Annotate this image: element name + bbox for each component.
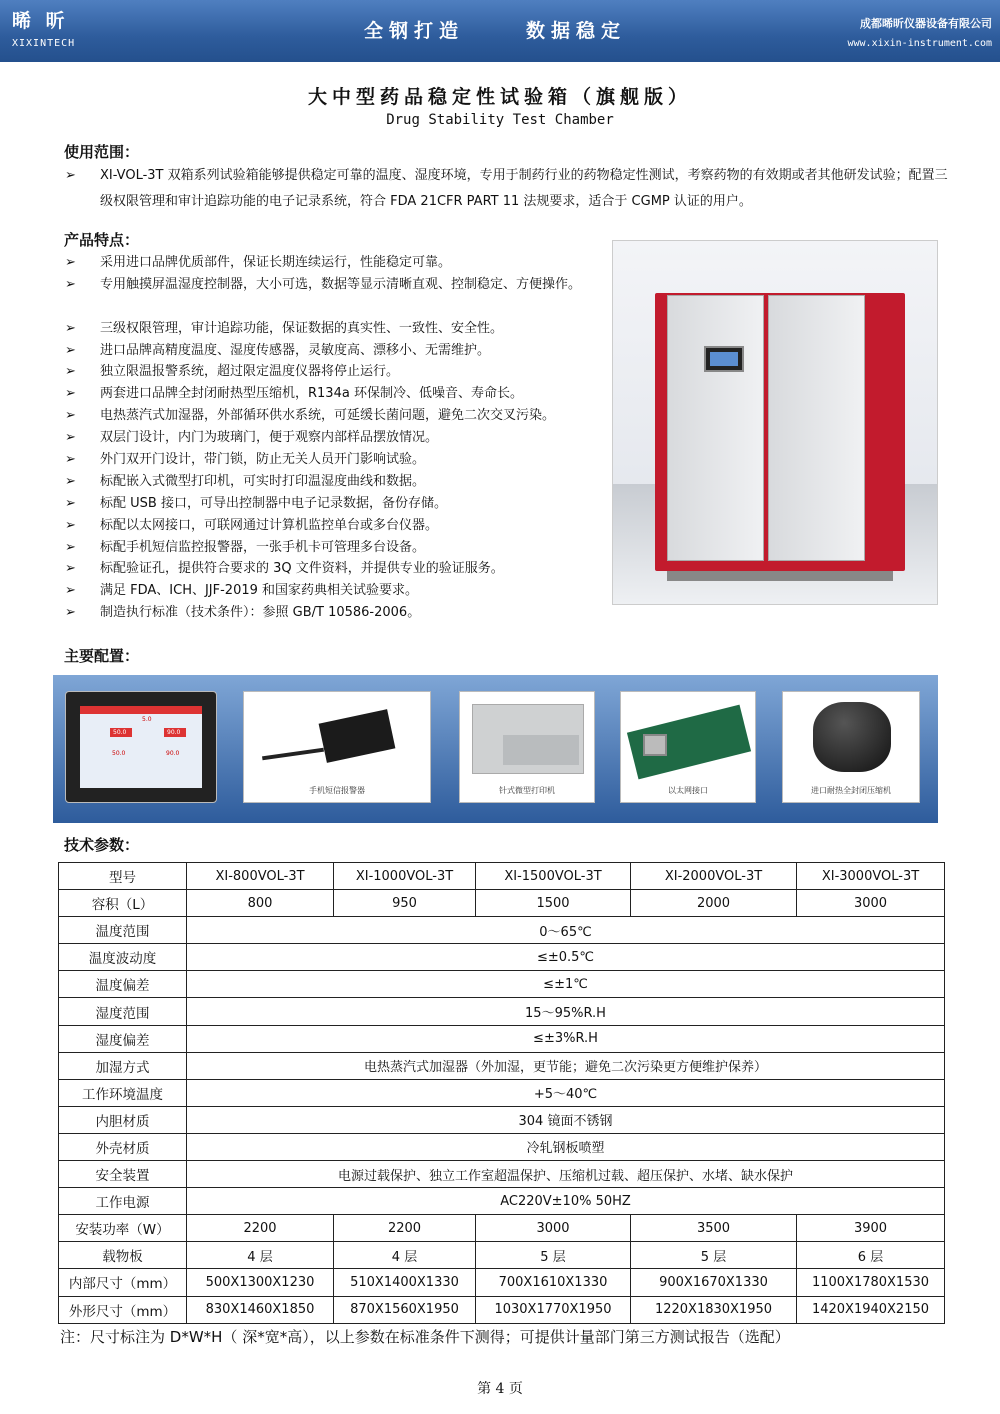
spec-label: 容积（L） <box>59 890 187 917</box>
printer-slot <box>503 735 579 765</box>
logo-chinese: 晞 昕 <box>12 10 69 32</box>
spec-value: 500X1300X1230 <box>187 1269 334 1296</box>
spec-value: +5～40℃ <box>187 1079 945 1106</box>
spec-row <box>59 1025 945 1052</box>
arrow-bullet-icon: ➢ <box>65 517 76 533</box>
specs-heading: 技术参数： <box>64 836 140 854</box>
feature-text: 标配手机短信监控报警器，一张手机卡可管理多台设备。 <box>100 539 426 555</box>
features-heading: 产品特点： <box>64 231 140 249</box>
ethernet-port-icon <box>643 734 667 756</box>
controller-value: 90.0 <box>167 729 181 736</box>
feature-item <box>65 318 625 340</box>
page-subtitle: Drug Stability Test Chamber <box>386 112 614 128</box>
spec-row <box>59 1106 945 1133</box>
spec-value: 4 层 <box>187 1242 334 1269</box>
feature-item <box>65 405 625 427</box>
feature-text: 标配 USB 接口，可导出控制器中电子记录数据，备份存储。 <box>100 495 447 511</box>
spec-row-shelf <box>59 1242 945 1269</box>
spec-value: 冷轧钢板喷塑 <box>187 1133 945 1160</box>
scope-text: XI-VOL-3T 双箱系列试验箱能够提供稳定可靠的温度、湿度环境，专用于制药行业的药物稳定性测试，考察药物的有效期或者其他研发试验；配置三级权限管理和审计追踪功能的电子记录系统，符合 FDA 21CFR PART 11 法规要求，适合于 CGMP 认证的用户。 <box>100 168 948 209</box>
features-list <box>65 252 625 624</box>
gsm-module-icon <box>319 709 396 763</box>
spec-row <box>59 1052 945 1079</box>
feature-text: 采用进口品牌优质部件，保证长期连续运行，性能稳定可靠。 <box>100 255 452 270</box>
logo-english: XIXINTECH <box>12 38 76 49</box>
spec-row-volume <box>59 890 945 917</box>
feature-item <box>65 361 625 383</box>
spec-value: 510X1400X1330 <box>334 1269 476 1296</box>
arrow-bullet-icon: ➢ <box>65 386 76 402</box>
feature-text: 制造执行标准（技术条件）：参照 GB/T 10586-2006。 <box>100 605 421 621</box>
feature-text: 标配以太网接口，可联网通过计算机监控单台或多台仪器。 <box>100 517 439 533</box>
spec-row <box>59 944 945 971</box>
spec-value: XI-3000VOL-3T <box>797 863 945 890</box>
spec-label: 湿度范围 <box>59 998 187 1025</box>
spec-label: 外壳材质 <box>59 1133 187 1160</box>
antenna-icon <box>262 748 324 761</box>
compressor-icon <box>813 702 891 772</box>
feature-item <box>65 340 625 362</box>
spec-value: ≤±0.5℃ <box>187 944 945 971</box>
controller-value: 5.0 <box>142 716 152 723</box>
feature-text: 进口品牌高精度温度、湿度传感器，灵敏度高、漂移小、无需维护。 <box>100 342 491 358</box>
controller-screen <box>80 706 202 788</box>
spec-label: 温度偏差 <box>59 971 187 998</box>
spec-label: 安全装置 <box>59 1161 187 1188</box>
sms-alarm-image <box>243 691 431 803</box>
arrow-bullet-icon: ➢ <box>65 473 76 489</box>
control-panel-icon <box>704 346 744 372</box>
chamber-photo <box>612 240 938 605</box>
feature-text: 标配嵌入式微型打印机，可实时打印温湿度曲线和数据。 <box>100 473 426 489</box>
spec-value: 1420X1940X2150 <box>797 1296 945 1323</box>
spec-row <box>59 998 945 1025</box>
spec-value: 1220X1830X1950 <box>631 1296 797 1323</box>
spec-value: 700X1610X1330 <box>476 1269 631 1296</box>
arrow-bullet-icon: ➢ <box>65 342 76 358</box>
arrow-bullet-icon: ➢ <box>65 408 76 424</box>
compressor-image <box>782 691 920 803</box>
spec-value: ≤±3%R.H <box>187 1025 945 1052</box>
arrow-bullet-icon: ➢ <box>65 561 76 577</box>
company-name: 成都晞昕仪器设备有限公司 <box>860 17 992 30</box>
controller-value: 90.0 <box>166 750 180 757</box>
spec-row <box>59 971 945 998</box>
config-caption: 以太网接口 <box>668 786 708 795</box>
config-caption: 手机短信报警器 <box>309 786 365 795</box>
spec-row-outer <box>59 1296 945 1323</box>
spec-row <box>59 917 945 944</box>
feature-text: 标配验证孔，提供符合要求的 3Q 文件资料，并提供专业的验证服务。 <box>100 561 504 577</box>
spec-label: 安装功率（W） <box>59 1215 187 1242</box>
spec-row <box>59 1133 945 1160</box>
feature-item <box>65 383 625 405</box>
arrow-bullet-icon: ➢ <box>65 320 76 336</box>
spec-value: 0～65℃ <box>187 917 945 944</box>
chamber-right-door <box>768 295 865 561</box>
spec-value: 304 镜面不锈钢 <box>187 1106 945 1133</box>
feature-item <box>65 515 625 537</box>
feature-text: 两套进口品牌全封闭耐热型压缩机，R134a 环保制冷、低噪音、寿命长。 <box>100 386 523 402</box>
spec-label: 工作环境温度 <box>59 1079 187 1106</box>
feature-item <box>65 274 610 318</box>
spec-value: 950 <box>334 890 476 917</box>
page-number: 第 4 页 <box>477 1381 523 1397</box>
spec-value: 1030X1770X1950 <box>476 1296 631 1323</box>
spec-label: 内部尺寸（mm） <box>59 1269 187 1296</box>
spec-value: 4 层 <box>334 1242 476 1269</box>
footnote: 注：尺寸标注为 D*W*H（ 深*宽*高），以上参数在标准条件下测得；可提供计量部门第三方测试报告（选配） <box>60 1328 790 1346</box>
feature-item <box>65 471 625 493</box>
ethernet-image <box>620 691 756 803</box>
feature-item <box>65 537 625 559</box>
spec-value: 6 层 <box>797 1242 945 1269</box>
spec-label: 湿度偏差 <box>59 1025 187 1052</box>
spec-value: 3900 <box>797 1215 945 1242</box>
spec-value: XI-1000VOL-3T <box>334 863 476 890</box>
company-website[interactable]: www.xixin-instrument.com <box>847 38 992 49</box>
spec-label: 温度波动度 <box>59 944 187 971</box>
feature-text: 三级权限管理，审计追踪功能，保证数据的真实性、一致性、安全性。 <box>100 320 504 336</box>
spec-value: 2200 <box>187 1215 334 1242</box>
spec-row-model <box>59 863 945 890</box>
spec-row <box>59 1161 945 1188</box>
spec-value: XI-1500VOL-3T <box>476 863 631 890</box>
feature-text: 独立限温报警系统，超过限定温度仪器将停止运行。 <box>100 364 400 380</box>
spec-label: 外形尺寸（mm） <box>59 1296 187 1323</box>
feature-item <box>65 602 625 624</box>
printer-icon <box>472 704 584 774</box>
spec-value: 830X1460X1850 <box>187 1296 334 1323</box>
feature-item <box>65 580 625 602</box>
arrow-bullet-icon: ➢ <box>65 430 76 446</box>
spec-row-inner <box>59 1269 945 1296</box>
spec-value: 1100X1780X1530 <box>797 1269 945 1296</box>
config-strip <box>53 675 938 823</box>
spec-label: 内胆材质 <box>59 1106 187 1133</box>
controller-value: 50.0 <box>113 729 127 736</box>
chamber-base <box>667 571 893 581</box>
spec-row <box>59 1079 945 1106</box>
arrow-bullet-icon: ➢ <box>65 168 76 183</box>
printer-image <box>459 691 595 803</box>
spec-label: 温度范围 <box>59 917 187 944</box>
feature-text: 双层门设计，内门为玻璃门，便于观察内部样品摆放情况。 <box>100 430 439 446</box>
arrow-bullet-icon: ➢ <box>65 539 76 555</box>
feature-item <box>65 252 625 274</box>
spec-row-power <box>59 1215 945 1242</box>
spec-value: 5 层 <box>476 1242 631 1269</box>
spec-value: 2000 <box>631 890 797 917</box>
chamber-left-door <box>667 295 764 561</box>
spec-value: 2200 <box>334 1215 476 1242</box>
spec-value: 800 <box>187 890 334 917</box>
spec-label: 载物板 <box>59 1242 187 1269</box>
spec-value: 870X1560X1950 <box>334 1296 476 1323</box>
spec-label: 工作电源 <box>59 1188 187 1215</box>
arrow-bullet-icon: ➢ <box>65 364 76 380</box>
feature-item <box>65 427 625 449</box>
spec-value: ≤±1℃ <box>187 971 945 998</box>
config-heading: 主要配置： <box>64 647 140 665</box>
header-bar <box>0 0 1000 62</box>
arrow-bullet-icon: ➢ <box>65 495 76 511</box>
touchscreen-controller-image <box>65 691 217 803</box>
scope-heading: 使用范围： <box>64 143 140 161</box>
arrow-bullet-icon: ➢ <box>65 452 76 468</box>
specs-table <box>58 862 945 1324</box>
spec-value: 3000 <box>797 890 945 917</box>
feature-text: 专用触摸屏温湿度控制器，大小可选，数据等显示清晰直观、控制稳定、方便操作。 <box>100 276 582 292</box>
config-caption: 针式微型打印机 <box>499 786 555 795</box>
spec-value: 3000 <box>476 1215 631 1242</box>
feature-text: 电热蒸汽式加湿器，外部循环供水系统，可延缓长菌问题，避免二次交叉污染。 <box>100 408 556 424</box>
spec-value: XI-2000VOL-3T <box>631 863 797 890</box>
config-caption: 进口耐热全封闭压缩机 <box>811 786 891 795</box>
spec-value: 15～95%R.H <box>187 998 945 1025</box>
spec-value: 电源过载保护、独立工作室超温保护、压缩机过载、超压保护、水堵、缺水保护 <box>187 1161 945 1188</box>
spec-label: 型号 <box>59 863 187 890</box>
arrow-bullet-icon: ➢ <box>65 255 76 270</box>
spec-value: XI-800VOL-3T <box>187 863 334 890</box>
feature-item <box>65 449 625 471</box>
spec-value: 3500 <box>631 1215 797 1242</box>
arrow-bullet-icon: ➢ <box>65 583 76 599</box>
chamber-cabinet <box>655 293 905 571</box>
spec-value: 1500 <box>476 890 631 917</box>
slogan-all-steel: 全钢打造 <box>364 20 465 42</box>
spec-row <box>59 1188 945 1215</box>
controller-value: 50.0 <box>112 750 126 757</box>
spec-value: 900X1670X1330 <box>631 1269 797 1296</box>
page-title: 大中型药品稳定性试验箱（旗舰版） <box>307 86 692 108</box>
slogan-stable-data: 数据稳定 <box>526 20 627 42</box>
feature-item <box>65 558 625 580</box>
spec-value: AC220V±10% 50HZ <box>187 1188 945 1215</box>
spec-label: 加湿方式 <box>59 1052 187 1079</box>
spec-value: 5 层 <box>631 1242 797 1269</box>
feature-item <box>65 493 625 515</box>
feature-text: 外门双开门设计，带门锁，防止无关人员开门影响试验。 <box>100 452 426 468</box>
feature-text: 满足 FDA、ICH、JJF-2019 和国家药典相关试验要求。 <box>100 583 419 599</box>
spec-value: 电热蒸汽式加湿器（外加湿，更节能；避免二次污染更方便维护保养） <box>187 1052 945 1079</box>
arrow-bullet-icon: ➢ <box>65 605 76 621</box>
arrow-bullet-icon: ➢ <box>65 276 76 292</box>
